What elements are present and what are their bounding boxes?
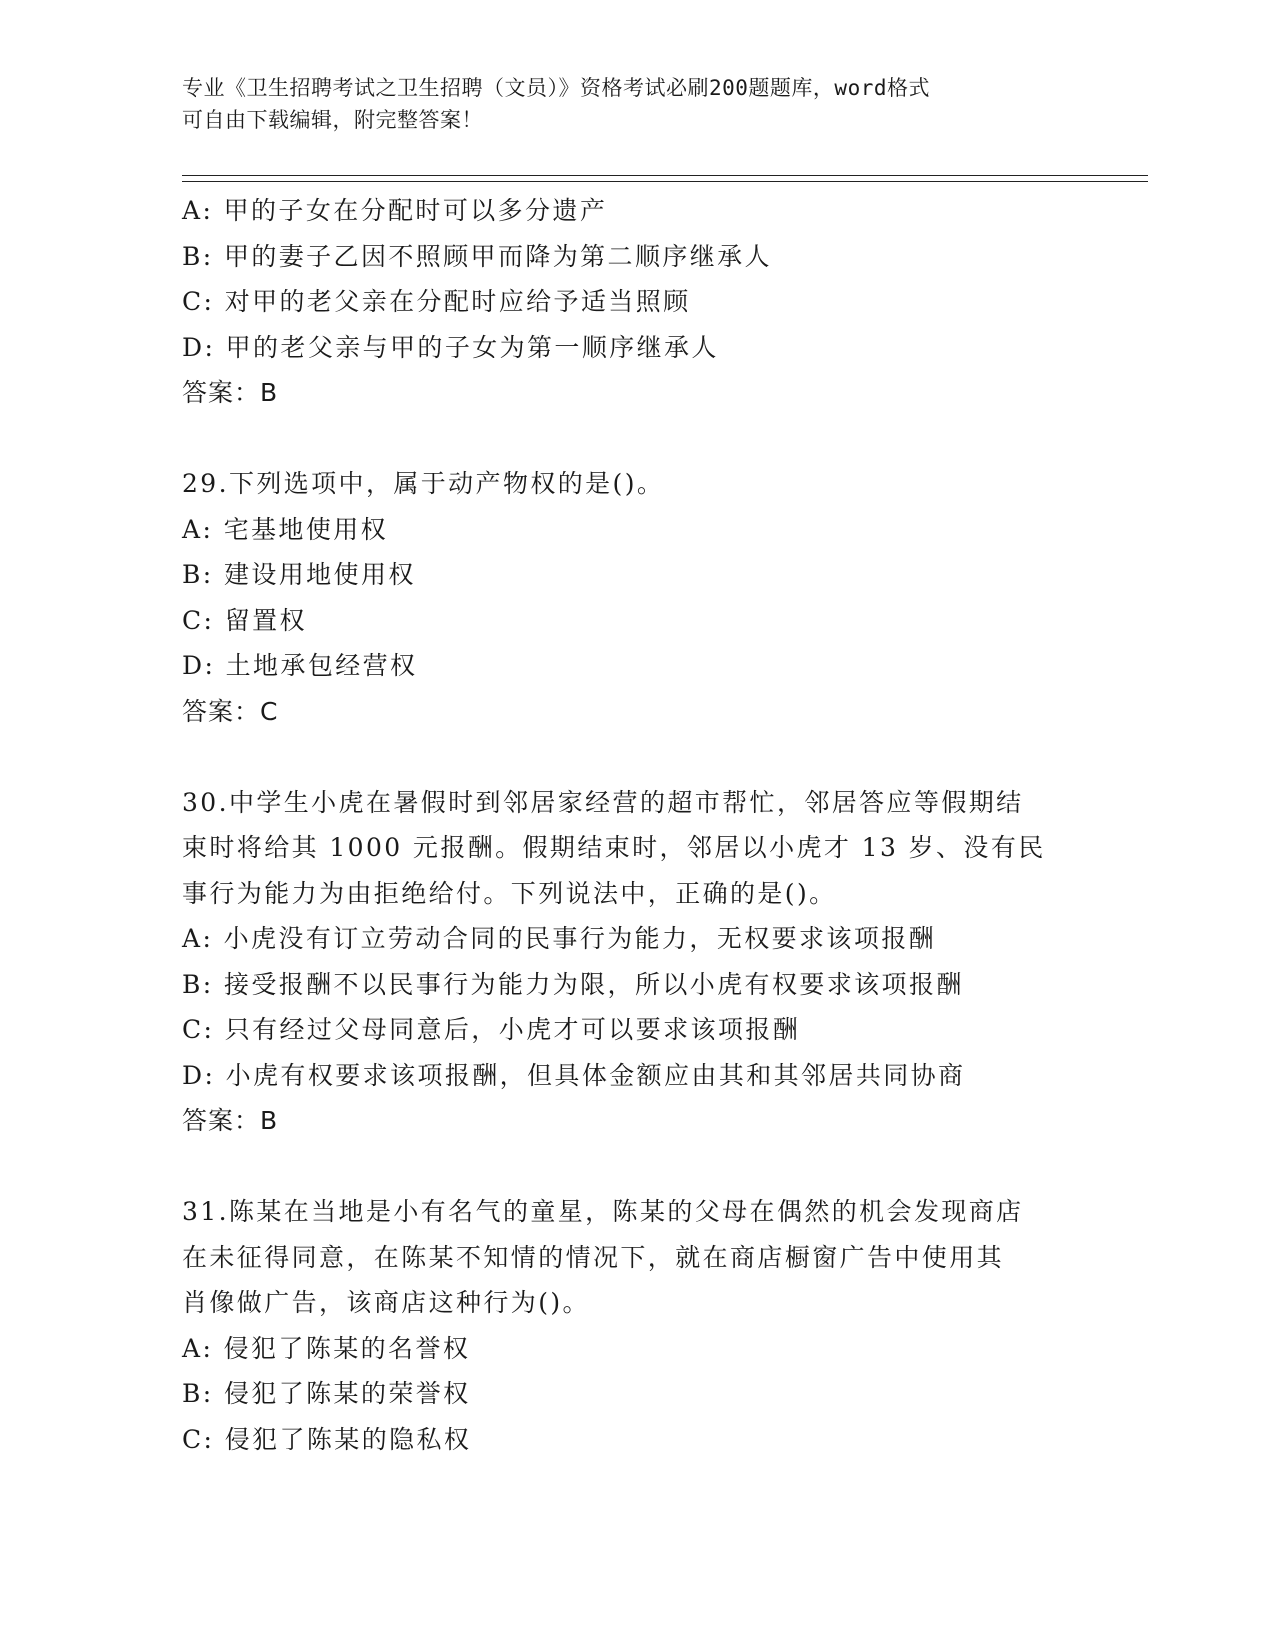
option-a: A: 甲的子女在分配时可以多分遗产 — [182, 196, 608, 225]
option-c: C: 只有经过父母同意后，小虎才可以要求该项报酬 — [182, 1015, 801, 1044]
question-stem-line-2: 在未征得同意，在陈某不知情的情况下，就在商店橱窗广告中使用其 — [182, 1242, 1005, 1272]
question-stem-line-2: 束时将给其 1000 元报酬。假期结束时，邻居以小虎才 13 岁、没有民 — [182, 833, 1046, 862]
question-stem-line-3: 肖像做广告，该商店这种行为()。 — [182, 1288, 590, 1317]
question-stem-line-3: 事行为能力为由拒绝给付。下列说法中，正确的是()。 — [182, 878, 837, 908]
option-a: A: 宅基地使用权 — [182, 514, 389, 544]
option-c: C: 对甲的老父亲在分配时应给予适当照顾 — [182, 287, 691, 316]
question-30 — [182, 780, 1082, 1144]
question-stem: 29.下列选项中，属于动产物权的是()。 — [182, 469, 665, 498]
option-d: D: 土地承包经营权 — [182, 651, 418, 680]
option-b: B: 接受报酬不以民事行为能力为限，所以小虎有权要求该项报酬 — [182, 969, 964, 999]
option-c: C: 侵犯了陈某的隐私权 — [182, 1424, 472, 1454]
header-line-2: 可自由下载编辑，附完整答案！ — [182, 108, 483, 132]
option-d: D: 甲的老父亲与甲的子女为第一顺序继承人 — [182, 332, 719, 362]
spacer — [182, 734, 1082, 780]
option-b: B: 甲的妻子乙因不照顾甲而降为第二顺序继承人 — [182, 241, 772, 271]
option-b: B: 侵犯了陈某的荣誉权 — [182, 1379, 471, 1408]
option-d: D: 小虎有权要求该项报酬，但具体金额应由其和其邻居共同协商 — [182, 1060, 966, 1090]
question-29 — [182, 461, 1082, 734]
question-stem-line-1: 30.中学生小虎在暑假时到邻居家经营的超市帮忙，邻居答应等假期结 — [182, 787, 1024, 817]
spacer — [182, 416, 1082, 462]
header-divider-bottom — [182, 181, 1148, 182]
answer-line: 答案：C — [182, 696, 279, 726]
header-divider-top — [182, 175, 1148, 176]
document-header — [182, 72, 1052, 136]
option-b: B: 建设用地使用权 — [182, 560, 416, 589]
option-a: A: 侵犯了陈某的名誉权 — [182, 1333, 471, 1363]
question-stem-line-1: 31.陈某在当地是小有名气的童星，陈某的父母在偶然的机会发现商店 — [182, 1197, 1024, 1226]
answer-line: 答案：B — [182, 1106, 279, 1135]
header-line-1: 专业《卫生招聘考试之卫生招聘（文员）》资格考试必刷200题题库，word格式 — [182, 76, 930, 100]
answer-line: 答案：B — [182, 378, 279, 407]
question-list — [182, 188, 1082, 1462]
option-c: C: 留置权 — [182, 605, 307, 635]
option-a: A: 小虎没有订立劳动合同的民事行为能力，无权要求该项报酬 — [182, 924, 937, 953]
spacer — [182, 1144, 1082, 1190]
question-31 — [182, 1189, 1082, 1462]
question-28 — [182, 188, 1082, 416]
